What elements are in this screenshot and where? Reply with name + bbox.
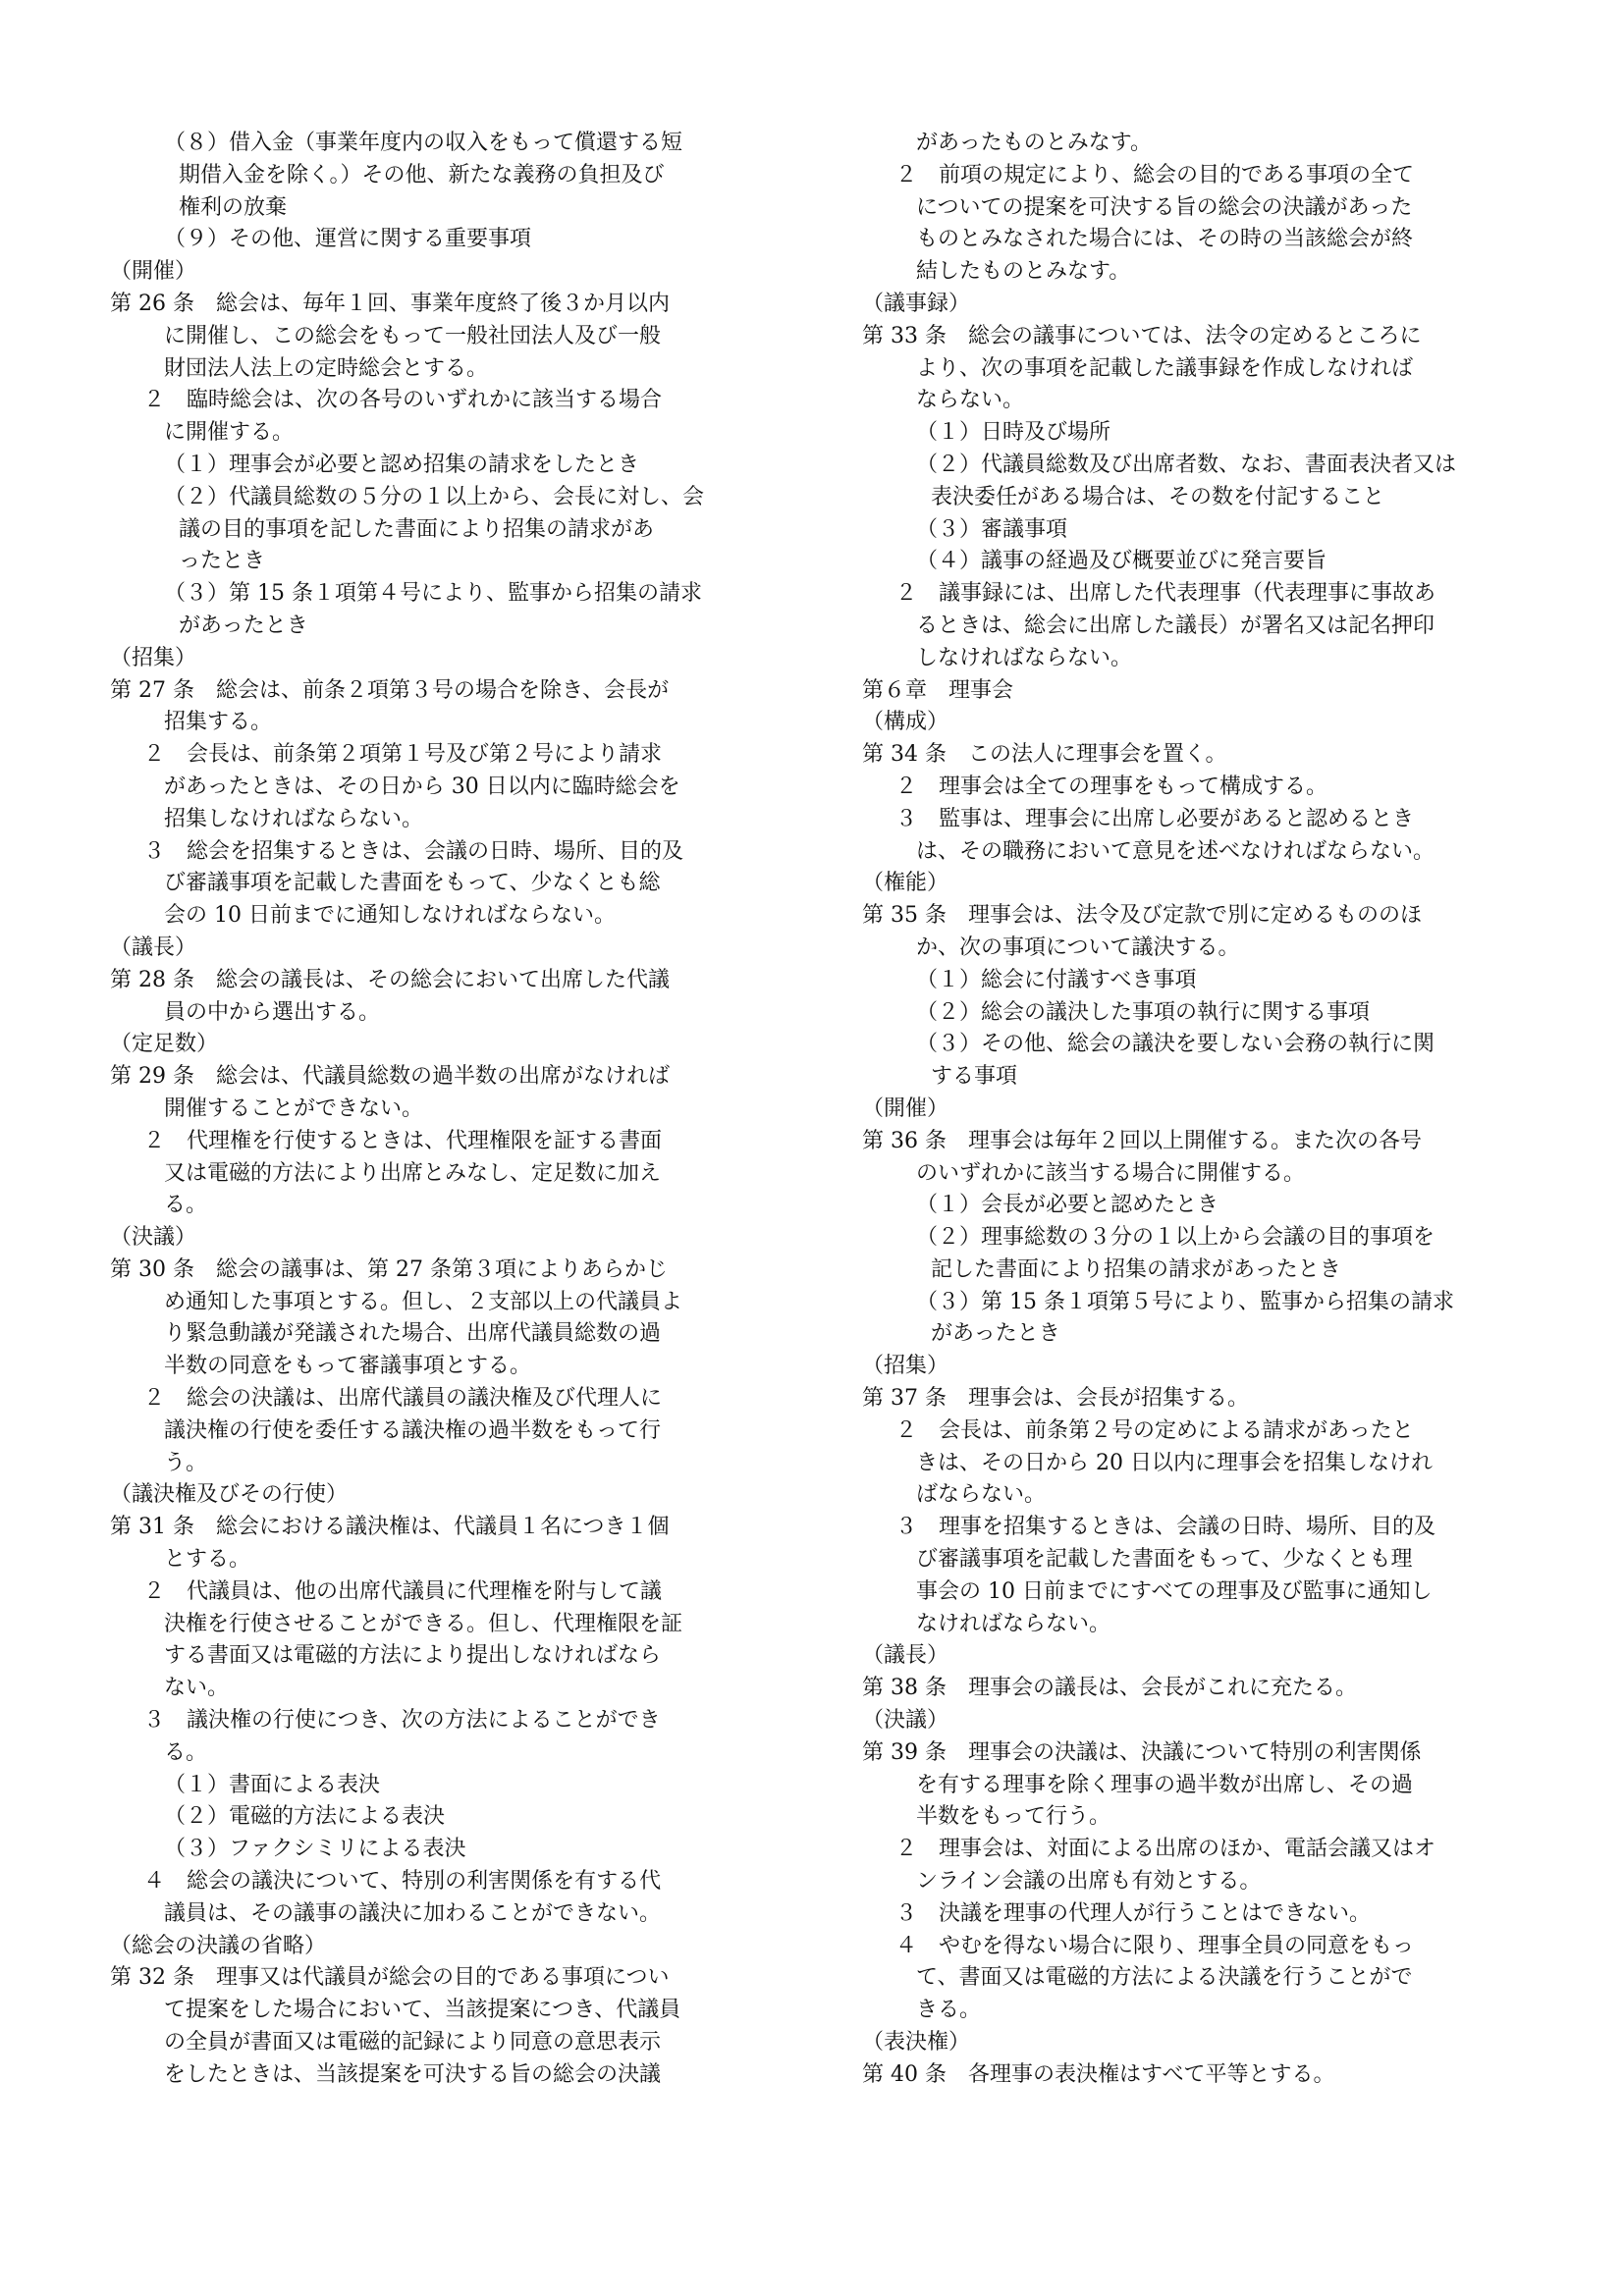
left-column-line: 権利の放棄 — [179, 194, 288, 220]
right-column-line: （４）議事の経過及び概要並びに発言要旨 — [916, 549, 1327, 574]
right-column-line: （２）代議員総数及び出席者数、なお、書面表決者又は — [916, 452, 1457, 477]
left-column-line: 議の目的事項を記した書面により招集の請求があ — [179, 516, 655, 542]
left-column-line: 財団法人法上の定時総会とする。 — [164, 355, 489, 381]
right-column-line: 第 34 条 この法人に理事会を置く。 — [862, 742, 1227, 768]
right-column-line: （３）審議事項 — [916, 516, 1068, 542]
left-column — [110, 128, 778, 2092]
right-column-line: を有する理事を除く理事の過半数が出席し、その過 — [916, 1772, 1414, 1797]
right-column-line: か、次の事項について議決する。 — [916, 934, 1240, 960]
right-column-line: があったものとみなす。 — [916, 131, 1153, 155]
left-column-line: ない。 — [164, 1676, 230, 1701]
right-column-line: （権能） — [862, 871, 949, 896]
right-column-line: て、書面又は電磁的方法による決議を行うことがで — [916, 1965, 1413, 1991]
left-column-line: ３ 議決権の行使につき、次の方法によることができ — [143, 1708, 661, 1734]
left-column-line: があったときは、その日から 30 日以内に臨時総会を — [164, 774, 680, 799]
right-column — [862, 128, 1530, 2092]
right-column-line: （決議） — [862, 1708, 949, 1734]
left-column-line: 第 26 条 総会は、毎年１回、事業年度終了後３か月以内 — [110, 291, 670, 316]
right-column-line: （１）日時及び場所 — [916, 420, 1111, 446]
left-column-line: る。 — [164, 1193, 208, 1218]
right-column-line: より、次の事項を記載した議事録を作成しなければ — [916, 355, 1414, 381]
right-column-line: ２ 理事会は全ての理事をもって構成する。 — [895, 774, 1328, 799]
left-column-line: 第 29 条 総会は、代議員総数の過半数の出席がなければ — [110, 1064, 670, 1090]
right-column-line: 第 40 条 各理事の表決権はすべて平等とする。 — [862, 2061, 1335, 2087]
right-column-line: ３ 監事は、理事会に出席し必要があると認めるとき — [895, 806, 1415, 831]
right-column-line: ３ 理事を招集するときは、会議の日時、場所、目的及 — [895, 1515, 1436, 1540]
left-column-line: 招集する。 — [164, 710, 273, 735]
right-column-line: 第６章 理事会 — [862, 677, 1014, 703]
left-column-line: （総会の決議の省略） — [110, 1933, 327, 1958]
right-column-line: ばならない。 — [916, 1482, 1047, 1508]
right-column-line: ４ やむを得ない場合に限り、理事全員の同意をもっ — [895, 1933, 1415, 1958]
left-column-line: 員の中から選出する。 — [164, 999, 381, 1025]
right-column-line: ２ 議事録には、出席した代表理事（代表理事に事故あ — [895, 581, 1436, 607]
right-column-line: のいずれかに該当する場合に開催する。 — [916, 1160, 1306, 1186]
right-column-line: るときは、総会に出席した議長）が署名又は記名押印 — [916, 613, 1435, 638]
left-column-line: （２）代議員総数の５分の１以上から、会長に対し、会 — [164, 484, 705, 509]
left-column-line: の全員が書面又は電磁的記録により同意の意思表示 — [164, 2030, 662, 2056]
left-column-line: 開催することができない。 — [164, 1095, 424, 1121]
left-column-line: め通知した事項とする。但し、２支部以上の代議員よ — [164, 1289, 683, 1314]
left-column-line: （議決権及びその行使） — [110, 1482, 349, 1508]
left-column-line: 会の 10 日前までに通知しなければならない。 — [164, 903, 616, 929]
left-column-line: ３ 総会を招集するときは、会議の日時、場所、目的及 — [143, 838, 684, 864]
left-column-line: 半数の同意をもって審議事項とする。 — [164, 1354, 532, 1379]
right-column-line: （招集） — [862, 1354, 949, 1379]
left-column-line: ２ 総会の決議は、出席代議員の議決権及び代理人に — [143, 1386, 663, 1412]
left-column-line: （３）第 15 条１項第４号により、監事から招集の請求 — [164, 581, 702, 607]
right-column-line: （議事録） — [862, 291, 971, 316]
right-column-line: 表決委任がある場合は、その数を付記すること — [931, 484, 1385, 509]
left-column-line: び審議事項を記載した書面をもって、少なくとも総 — [164, 871, 661, 896]
right-column-line: 第 33 条 総会の議事については、法令の定めるところに — [862, 323, 1422, 348]
left-column-line: ２ 代議員は、他の出席代議員に代理権を附与して議 — [143, 1578, 663, 1604]
left-column-line: があったとき — [179, 613, 308, 638]
left-column-line: する書面又は電磁的方法により提出しなければなら — [164, 1643, 662, 1669]
right-column-line: ２ 会長は、前条第２号の定めによる請求があったと — [895, 1417, 1414, 1443]
right-column-line: ならない。 — [916, 388, 1025, 413]
right-column-line: 第 37 条 理事会は、会長が招集する。 — [862, 1386, 1249, 1412]
left-column-line: （開催） — [110, 259, 197, 285]
left-column-line: に開催する。 — [164, 420, 295, 446]
right-column-line: 結したものとみなす。 — [916, 259, 1131, 285]
right-column-line: 第 39 条 理事会の決議は、決議について特別の利害関係 — [862, 1739, 1422, 1765]
right-column-line: （表決権） — [862, 2030, 971, 2056]
left-column-line: ２ 会長は、前条第２項第１号及び第２号により請求 — [143, 742, 663, 768]
right-column-line: きる。 — [916, 1998, 982, 2023]
left-column-line: （定足数） — [110, 1032, 219, 1057]
right-column-line: （構成） — [862, 710, 949, 735]
right-column-line: 半数をもって行う。 — [916, 1804, 1111, 1830]
right-column-line: ２ 前項の規定により、総会の目的である事項の全て — [895, 162, 1415, 187]
right-column-line: する事項 — [931, 1064, 1018, 1090]
right-column-line: ンライン会議の出席も有効とする。 — [916, 1869, 1262, 1895]
left-column-line: り緊急動議が発議された場合、出席代議員総数の過 — [164, 1321, 662, 1347]
left-column-line: る。 — [164, 1739, 208, 1765]
right-column-line: （１）総会に付議すべき事項 — [916, 967, 1197, 992]
right-column-line: （２）総会の議決した事項の執行に関する事項 — [916, 999, 1371, 1025]
left-column-line: 議決権の行使を委任する議決権の過半数をもって行 — [164, 1417, 662, 1443]
right-column-line: についての提案を可決する旨の総会の決議があった — [916, 194, 1413, 220]
left-column-line: ２ 代理権を行使するときは、代理権限を証する書面 — [143, 1128, 663, 1153]
right-column-line: があったとき — [931, 1321, 1060, 1347]
left-column-line: ったとき — [179, 549, 266, 574]
right-column-line: 記した書面により招集の請求があったとき — [931, 1256, 1341, 1282]
left-column-line: 議員は、その議事の議決に加わることができない。 — [164, 1900, 662, 1926]
left-column-line: （２）電磁的方法による表決 — [164, 1804, 446, 1830]
right-column-line: ２ 理事会は、対面による出席のほか、電話会議又はオ — [895, 1837, 1436, 1862]
left-column-line: とする。 — [164, 1547, 251, 1573]
left-column-line: をしたときは、当該提案を可決する旨の総会の決議 — [164, 2061, 662, 2087]
right-column-line: （３）第 15 条１項第５号により、監事から招集の請求 — [916, 1289, 1454, 1314]
left-column-line: 招集しなければならない。 — [164, 806, 424, 831]
right-column-line: しなければならない。 — [916, 645, 1133, 670]
right-column-line: （３）その他、総会の議決を要しない会務の執行に関 — [916, 1032, 1435, 1057]
left-column-line: （招集） — [110, 645, 197, 670]
left-column-line: （１）理事会が必要と認め招集の請求をしたとき — [164, 452, 640, 477]
right-column-line: 第 35 条 理事会は、法令及び定款で別に定めるもののほ — [862, 903, 1422, 929]
left-column-line: 第 28 条 総会の議長は、その総会において出席した代議 — [110, 967, 670, 992]
right-column-line: なければならない。 — [916, 1611, 1111, 1636]
right-column-line: 第 38 条 理事会の議長は、会長がこれに充たる。 — [862, 1676, 1357, 1701]
right-column-line: （議長） — [862, 1643, 949, 1669]
right-column-line: 第 36 条 理事会は毎年２回以上開催する。また次の各号 — [862, 1128, 1422, 1153]
left-column-line: （１）書面による表決 — [164, 1772, 381, 1797]
left-column-line: 第 32 条 理事又は代議員が総会の目的である事項につい — [110, 1965, 670, 1991]
right-column-line: （２）理事総数の３分の１以上から会議の目的事項を — [916, 1225, 1435, 1251]
right-column-line: は、その職務において意見を述べなければならない。 — [916, 838, 1435, 864]
right-column-line: ものとみなされた場合には、その時の当該総会が終 — [916, 227, 1414, 252]
left-column-line: う。 — [164, 1450, 208, 1475]
left-column-line: 又は電磁的方法により出席とみなし、定足数に加え — [164, 1160, 662, 1186]
left-column-line: に開催し、この総会をもって一般社団法人及び一般 — [164, 323, 662, 348]
left-column-line: 第 30 条 総会の議事は、第 27 条第３項によりあらかじ — [110, 1256, 668, 1282]
left-column-line: 決権を行使させることができる。但し、代理権限を証 — [164, 1611, 683, 1636]
right-column-line: び審議事項を記載した書面をもって、少なくとも理 — [916, 1547, 1413, 1573]
left-column-line: て提案をした場合において、当該提案につき、代議員 — [164, 1998, 681, 2023]
left-column-line: ２ 臨時総会は、次の各号のいずれかに該当する場合 — [143, 388, 663, 413]
right-column-line: 事会の 10 日前までにすべての理事及び監事に通知し — [916, 1578, 1433, 1604]
right-column-line: （開催） — [862, 1095, 949, 1121]
left-column-line: 第 27 条 総会は、前条２項第３号の場合を除き、会長が — [110, 677, 670, 703]
left-column-line: （８）借入金（事業年度内の収入をもって償還する短 — [164, 131, 683, 155]
left-column-line: 期借入金を除く。）その他、新たな義務の負担及び — [179, 162, 665, 187]
left-column-line: （９）その他、運営に関する重要事項 — [164, 227, 532, 252]
left-column-line: 第 31 条 総会における議決権は、代議員１名につき１個 — [110, 1515, 670, 1540]
right-column-line: ３ 決議を理事の代理人が行うことはできない。 — [895, 1900, 1372, 1926]
right-column-line: きは、その日から 20 日以内に理事会を招集しなけれ — [916, 1450, 1433, 1475]
right-column-line: （１）会長が必要と認めたとき — [916, 1193, 1219, 1218]
left-column-line: （決議） — [110, 1225, 197, 1251]
left-column-line: ４ 総会の議決について、特別の利害関係を有する代 — [143, 1869, 662, 1895]
left-column-line: （議長） — [110, 934, 197, 960]
left-column-line: （３）ファクシミリによる表決 — [164, 1837, 466, 1862]
